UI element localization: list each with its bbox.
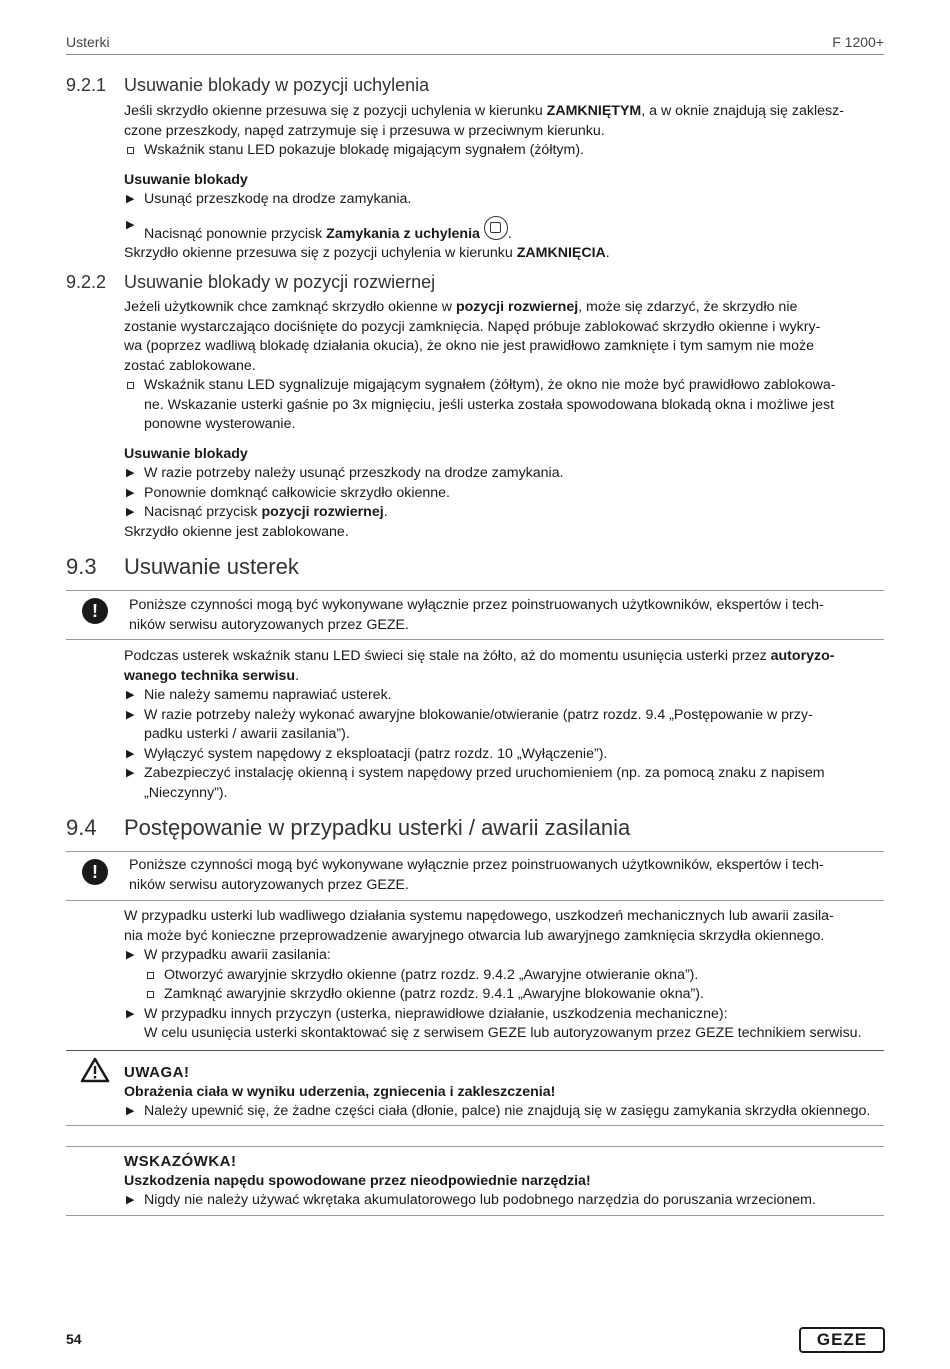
step-item: ▶ Usunąć przeszkodę na drodze zamykania. xyxy=(126,191,412,207)
list-item-cont: ponowne wysterowanie. xyxy=(144,416,296,432)
step-item: ▶ Ponownie domknąć całkowicie skrzydło okienne. xyxy=(126,484,450,501)
step-item: ▶ W razie potrzeby należy wykonać awaryjne blokowanie/otwieranie (patrz rozdz. 9.4 „Postępowanie w przy- xyxy=(126,706,813,723)
warning-rule-top xyxy=(66,1050,884,1051)
hint-step: ▶ Nigdy nie należy używać wkrętaka akumulatorowego lub podobnego narzędzia do poruszania wrzecionem. xyxy=(126,1192,816,1208)
section-9-2-1-title: Usuwanie blokady w pozycji uchylenia xyxy=(124,75,430,95)
section-9-3-number: 9.3 xyxy=(66,554,97,579)
paragraph-line: wa (poprzez wadliwą blokadę działania okucia), że okno nie jest prawidłowo zamknięte i tym samym nie może xyxy=(124,338,814,354)
section-9-3-body xyxy=(124,647,884,803)
section-9-4-number: 9.4 xyxy=(66,815,97,840)
section-9-4-body xyxy=(124,907,884,1044)
step-item-cont: W celu usunięcia usterki skontaktować się z serwisem GEZE lub autoryzowanym przez GEZE technikiem serwisu. xyxy=(144,1025,862,1041)
step-item: ▶ W przypadku innych przyczyn (usterka, nieprawidłowe działanie, uszkodzenia mechaniczne): xyxy=(126,1005,728,1022)
paragraph-line: Podczas usterek wskaźnik stanu LED świeci się stale na żółto, aż do momentu usunięcia usterki przez autoryzo- xyxy=(124,648,835,664)
sub-list-item: Otworzyć awaryjnie skrzydło okienne (patrz rozdz. 9.4.2 „Awaryjne otwieranie okna”). xyxy=(124,966,884,986)
exclamation-icon: ! xyxy=(82,859,108,885)
step-item: ▶ W razie potrzeby należy usunąć przeszkody na drodze zamykania. xyxy=(126,465,564,481)
warning-box xyxy=(124,1063,884,1122)
section-9-3-title: Usuwanie usterek xyxy=(124,554,299,579)
section-9-2-1-body xyxy=(124,102,884,264)
notice-line: ników serwisu autoryzowanych przez GEZE. xyxy=(129,616,409,633)
notice-text xyxy=(129,856,884,895)
notice-line: Poniższe czynności mogą być wykonywane wyłącznie przez poinstruowanych użytkowników, ekspertów i tech- xyxy=(129,597,824,613)
paragraph-line: Jeżeli użytkownik chce zamknąć skrzydło okienne w pozycji rozwiernej, może się zdarzyć, że skrzydło nie xyxy=(124,299,798,315)
step-item: ▶ Nacisnąć przycisk pozycji rozwiernej. xyxy=(126,504,388,520)
list-item: Wskaźnik stanu LED pokazuje blokadę migającym sygnałem (żółtym). xyxy=(124,141,884,161)
step-item: ▶ Zabezpieczyć instalację okienną i system napędowy przed uruchomieniem (np. za pomocą znaku z napisem xyxy=(126,765,825,781)
notice-rule-bottom xyxy=(66,639,884,640)
step-item-cont: padku usterki / awarii zasilania”). xyxy=(144,726,350,742)
notice-line: ników serwisu autoryzowanych przez GEZE. xyxy=(129,876,409,893)
hint-rule-bottom xyxy=(66,1215,884,1216)
warning-step: ▶ Należy upewnić się, że żadne części ciała (dłonie, palce) nie znajdują się w zasięgu zamykania skrzydła okiennego. xyxy=(126,1103,871,1119)
notice-text xyxy=(129,596,884,635)
notice-line: Poniższe czynności mogą być wykonywane wyłącznie przez poinstruowanych użytkowników, ekspertów i tech- xyxy=(129,857,824,873)
warning-subtitle: Obrażenia ciała w wyniku uderzenia, zgniecenia i zakleszczenia! xyxy=(124,1083,556,1100)
result-text: Skrzydło okienne jest zablokowane. xyxy=(124,523,349,540)
section-9-2-2-title: Usuwanie blokady w pozycji rozwiernej xyxy=(124,272,436,292)
sub-heading: Usuwanie blokady xyxy=(124,445,248,462)
warning-triangle-icon xyxy=(80,1057,110,1088)
header-section-name: Usterki xyxy=(66,34,110,50)
paragraph: Jeśli skrzydło okienne przesuwa się z pozycji uchylenia w kierunku ZAMKNIĘTYM, a w oknie znajdują się zaklesz- xyxy=(124,103,844,119)
header-product-name: F 1200+ xyxy=(832,34,884,50)
list-item-cont: ne. Wskazanie usterki gaśnie po 3x mignięciu, jeśli usterka została spowodowana blokadą okna i możliwe jest xyxy=(144,396,835,413)
section-9-2-2-body xyxy=(124,298,884,542)
tilt-close-button-icon xyxy=(484,216,508,240)
paragraph-line: nia może być konieczne przeprowadzenie awaryjnego otwarcia lub awaryjnego zamknięcia skrzydła okiennego. xyxy=(124,927,825,944)
step-item-cont: „Nieczynny”). xyxy=(144,784,228,801)
section-9-4-title: Postępowanie w przypadku usterki / awarii zasilania xyxy=(124,815,631,840)
page-number: 54 xyxy=(66,1331,82,1347)
hint-title: WSKAZÓWKA! xyxy=(124,1153,237,1170)
paragraph-line: czone przeszkody, napęd zatrzymuje się i przesuwa w przeciwnym kierunku. xyxy=(124,122,605,139)
warning-title: UWAGA! xyxy=(124,1064,190,1081)
sub-list-item: Zamknąć awaryjnie skrzydło okienne (patrz rozdz. 9.4.1 „Awaryjne blokowanie okna”). xyxy=(124,985,884,1005)
step-item: ▶ Nie należy samemu naprawiać usterek. xyxy=(126,687,392,703)
warning-rule-bottom xyxy=(66,1125,884,1126)
paragraph-line: wanego technika serwisu. xyxy=(124,667,300,684)
geze-logo: GEZE xyxy=(799,1327,885,1353)
header-rule xyxy=(66,54,884,55)
step-item: ▶ Nacisnąć ponownie przycisk Zamykania z uchylenia . xyxy=(124,216,884,245)
paragraph-line: W przypadku usterki lub wadliwego działania systemu napędowego, uszkodzeń mechanicznych lub awarii zasila- xyxy=(124,908,834,924)
exclamation-icon: ! xyxy=(82,598,108,624)
paragraph-line: zostać zablokowane. xyxy=(124,357,256,374)
hint-rule-top xyxy=(66,1146,884,1147)
section-9-2-1-number: 9.2.1 xyxy=(66,75,107,95)
step-item: ▶ Wyłączyć system napędowy z eksploatacji (patrz rozdz. 10 „Wyłączenie”). xyxy=(126,745,608,762)
sub-heading: Usuwanie blokady xyxy=(124,171,248,188)
step-item: ▶ W przypadku awarii zasilania: xyxy=(126,947,331,963)
hint-subtitle: Uszkodzenia napędu spowodowane przez nieodpowiednie narzędzia! xyxy=(124,1172,591,1189)
notice-rule-top xyxy=(66,851,884,852)
result-text: Skrzydło okienne przesuwa się z pozycji uchylenia w kierunku ZAMKNIĘCIA. xyxy=(124,245,610,261)
notice-rule-bottom xyxy=(66,900,884,901)
section-9-2-2-number: 9.2.2 xyxy=(66,272,107,292)
paragraph-line: zostanie wystarczająco dociśnięte do pozycji zamknięcia. Napęd próbuje zablokować skrzydło okienne i wykry- xyxy=(124,318,821,335)
hint-box xyxy=(124,1152,884,1211)
notice-rule-top xyxy=(66,590,884,591)
list-item: Wskaźnik stanu LED sygnalizuje migającym sygnałem (żółtym), że okno nie może być prawidłowo zablokowa- xyxy=(124,376,884,396)
